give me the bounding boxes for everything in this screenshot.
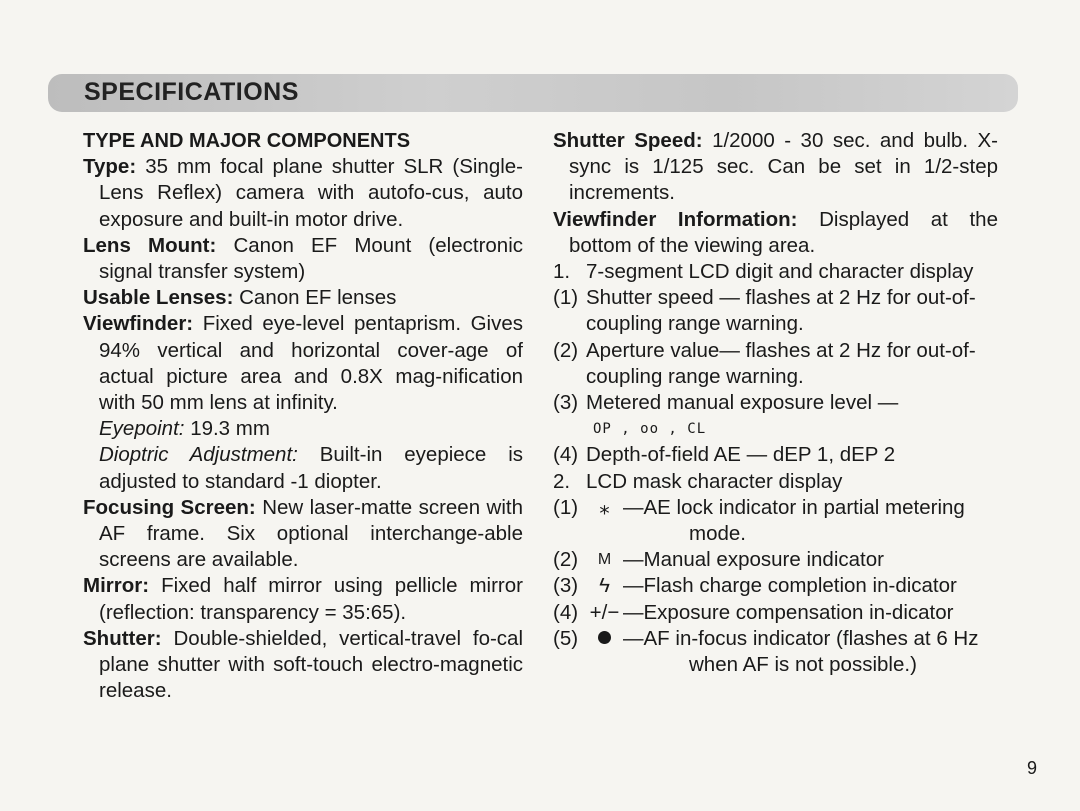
lcd-heading [553, 259, 998, 285]
spec-dioptric [83, 442, 523, 494]
item-text: —Flash charge completion in-dicator [623, 574, 957, 598]
item-text: Aperture value— flashes at 2 Hz for out-of-coupling range warning. [586, 338, 976, 388]
spec-usable-lenses [83, 285, 523, 311]
spec-text: Canon EF lenses [239, 286, 397, 310]
spec-mirror [83, 573, 523, 625]
section-title: SPECIFICATIONS [84, 78, 299, 106]
spec-label: Type: [83, 155, 137, 179]
spec-label: Viewfinder Information: [553, 207, 798, 231]
spec-text: 1/2000 - 30 sec. and bulb. X-sync is 1/125 sec. Can be set in 1/2-step increments. [569, 129, 998, 205]
spec-text: Built-in eyepiece is adjusted to standard -1 diopter. [99, 443, 524, 493]
flash-icon: ϟ [599, 574, 610, 598]
item-text: Shutter speed — flashes at 2 Hz for out-of-coupling range warning. [586, 286, 976, 336]
spec-eyepoint [83, 416, 523, 442]
item-number: (1) [553, 286, 579, 310]
item-text: —Exposure compensation in-dicator [623, 600, 954, 624]
spec-type [83, 154, 523, 233]
item-text: 7-segment LCD digit and character display [586, 260, 974, 284]
lcd-item [553, 285, 998, 337]
spec-viewfinder [83, 311, 523, 416]
item-number: (1) [553, 495, 579, 519]
spec-text: Displayed at the bottom of the viewing area. [569, 207, 998, 257]
spec-text: New laser-matte screen with AF frame. Six optional interchange-able screens are available. [99, 495, 523, 572]
page-number: 9 [1027, 758, 1038, 778]
ae-lock-icon: ⁎ [599, 495, 610, 519]
exposure-compensation-icon: +/− [589, 600, 620, 624]
left-column [83, 128, 523, 704]
item-text: Metered manual exposure level — [586, 391, 899, 415]
spec-label: Shutter Speed: [553, 129, 703, 152]
right-column [553, 128, 998, 678]
item-number: 1. [553, 260, 571, 284]
item-text: LCD mask character display [586, 469, 843, 493]
spec-label: Focusing Screen: [83, 495, 256, 519]
item-number: (3) [553, 574, 579, 598]
spec-viewfinder-info [553, 207, 998, 259]
item-number: 2. [553, 469, 571, 493]
spec-label: Viewfinder: [83, 312, 194, 336]
spec-label: Lens Mount: [83, 233, 217, 257]
components-heading: TYPE AND MAJOR COMPONENTS [83, 130, 411, 152]
mask-item [553, 495, 998, 547]
spec-sublabel: Dioptric Adjustment: [99, 443, 298, 467]
spec-label: Shutter: [83, 626, 162, 650]
item-text: —AE lock indicator in partial metering mode. [623, 495, 965, 546]
spec-shutter [83, 626, 523, 705]
spec-sublabel: Eyepoint: [99, 417, 185, 441]
item-text: Depth-of-field AE — dEP 1, dEP 2 [586, 443, 896, 467]
mask-heading [553, 469, 998, 495]
mask-item [553, 547, 998, 573]
af-focus-dot-icon [586, 626, 623, 678]
mask-item [553, 573, 998, 599]
lcd-item [553, 338, 998, 390]
spec-focusing-screen [83, 495, 523, 574]
item-text: —AF in-focus indicator (flashes at 6 Hz when AF is not possible.) [623, 626, 979, 677]
item-number: (4) [553, 600, 579, 624]
item-number: (5) [553, 626, 579, 650]
mask-item [553, 626, 998, 678]
lcd-item [553, 442, 998, 468]
spec-text: 35 mm focal plane shutter SLR (Single-Lens Reflex) camera with autofo-cus, auto exposure and built-in motor drive. [99, 155, 524, 231]
lcd-item [553, 390, 998, 416]
section-banner [48, 74, 1018, 112]
lcd-characters: OP , oo , CL [593, 421, 707, 438]
item-number: (4) [553, 443, 579, 467]
spec-text: Fixed eye-level pentaprism. Gives 94% vertical and horizontal cover-age of actual picture area and 0.8X mag-nification with 50 mm lens at infinity. [99, 312, 524, 415]
item-number: (3) [553, 391, 579, 415]
spec-text: 19.3 mm [190, 417, 270, 441]
item-number: (2) [553, 338, 579, 362]
item-number: (2) [553, 548, 579, 572]
mask-item [553, 600, 998, 626]
spec-text: Double-shielded, vertical-travel fo-cal plane shutter with soft-touch electro-magnetic release. [99, 626, 523, 703]
spec-lens-mount [83, 233, 523, 285]
spec-text: Canon EF Mount (electronic signal transfer system) [99, 233, 523, 284]
item-text: —Manual exposure indicator [623, 548, 884, 572]
manual-icon: M [597, 551, 612, 569]
spec-shutter-speed [553, 128, 998, 207]
spec-label: Mirror: [83, 574, 150, 598]
spec-text: Fixed half mirror using pellicle mirror (reflection: transparency = 35:65). [99, 574, 523, 624]
spec-label: Usable Lenses: [83, 286, 234, 310]
